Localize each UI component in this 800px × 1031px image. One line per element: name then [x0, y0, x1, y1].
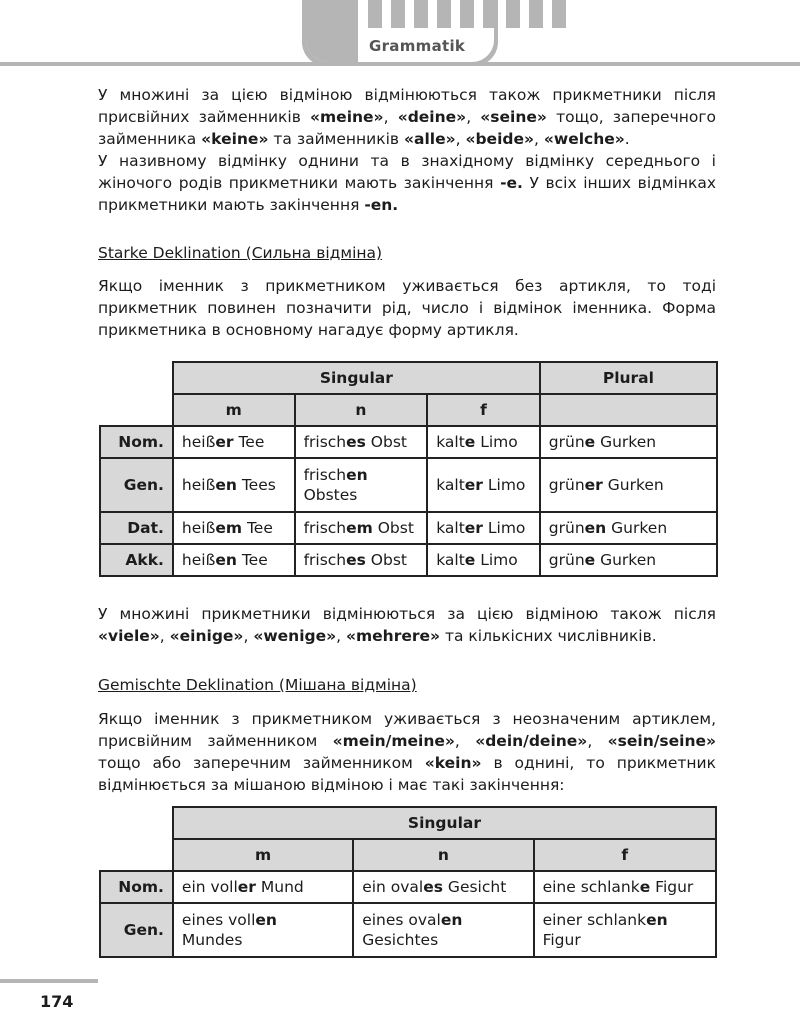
table-cell: grünen Gurken	[540, 512, 717, 544]
table-cell: heißen Tee	[173, 544, 295, 576]
header-gender-m: m	[173, 394, 295, 426]
table-cell: kalte Limo	[427, 544, 540, 576]
header-singular: Singular	[173, 362, 540, 394]
table-cell: eines vollen Mundes	[173, 903, 353, 957]
header-plural-blank	[540, 394, 717, 426]
table-row	[100, 903, 716, 957]
table-cell: ein voller Mund	[173, 871, 353, 903]
heading-mixed-declension: Gemischte Deklination (Мішана відміна)	[98, 676, 417, 694]
footer-rule	[0, 979, 98, 983]
heading-strong-declension: Starke Deklination (Сильна відміна)	[98, 244, 383, 262]
strong-declension-table	[99, 361, 718, 577]
case-label: Gen.	[100, 903, 173, 957]
header-gender-m: m	[173, 839, 353, 871]
header-plural: Plural	[540, 362, 717, 394]
table-corner	[100, 362, 173, 394]
table-cell: eine schlanke Figur	[534, 871, 716, 903]
case-label: Gen.	[100, 458, 173, 512]
case-label: Nom.	[100, 426, 173, 458]
case-label: Akk.	[100, 544, 173, 576]
mixed-declension-table	[99, 806, 717, 958]
table-cell: kalte Limo	[427, 426, 540, 458]
section-title: Grammatik	[369, 37, 466, 55]
table-row	[100, 458, 717, 512]
header-tab-block	[306, 0, 358, 62]
header-singular: Singular	[173, 807, 716, 839]
table-row	[100, 512, 717, 544]
case-label: Dat.	[100, 512, 173, 544]
table-cell: frisches Obst	[295, 426, 428, 458]
header-gender-n: n	[353, 839, 533, 871]
paragraph-possessive: У множині за цією відміною відмінюються також прикметники після присвійних займенників «meine», «deine», «seine» тощо, заперечного займенника «keine» та займенників «alle», «beide», «welche».	[98, 86, 716, 148]
table-cell: einer schlanken Figur	[534, 903, 716, 957]
table-cell: grüne Gurken	[540, 426, 717, 458]
case-label: Nom.	[100, 871, 173, 903]
header-rule	[0, 62, 800, 66]
header-gender-n: n	[295, 394, 428, 426]
table-row	[100, 544, 717, 576]
page-number: 174	[40, 992, 74, 1011]
table-corner	[100, 807, 173, 839]
paragraph-mixed-intro: Якщо іменник з прикметником уживається з неозначеним артиклем, присвійним займенником «mein/meine», «dein/deine», «sein/seine» тощо або заперечним займенником «kein» в однині, то прикметник відмінюється за мішаною відміною і має такі закінчення:	[98, 710, 717, 794]
table-cell: frischem Obst	[295, 512, 428, 544]
table-cell: frisches Obst	[295, 544, 428, 576]
table-cell: eines ovalen Gesichtes	[353, 903, 533, 957]
header-gender-f: f	[534, 839, 716, 871]
table-cell: kalter Limo	[427, 512, 540, 544]
paragraph-plural-after: У множині прикметники відмінюються за цією відміною також після «viele», «einige», «wenige», «mehrere» та кількісних числівників.	[98, 605, 716, 645]
table-cell: kalter Limo	[427, 458, 540, 512]
table-cell: heißer Tee	[173, 426, 295, 458]
table-cell: ein ovales Gesicht	[353, 871, 533, 903]
header-gender-f: f	[427, 394, 540, 426]
table-cell: grüner Gurken	[540, 458, 717, 512]
table-cell: frischen Obstes	[295, 458, 428, 512]
header-bars	[368, 0, 566, 28]
table-cell: grüne Gurken	[540, 544, 717, 576]
paragraph-strong-intro: Якщо іменник з прикметником уживається без артикля, то тоді прикметник повинен позначити рід, число і відмінок іменника. Форма прикметника в основному нагадує форму артикля.	[98, 277, 716, 339]
table-row	[100, 426, 717, 458]
table-cell: heißem Tee	[173, 512, 295, 544]
paragraph-endings: У називному відмінку однини та в знахідному відмінку середнього і жіночого родів прикметники мають закінчення -e. У всіх інших відмінках прикметники мають закінчення -en.	[98, 152, 717, 214]
table-cell: heißen Tees	[173, 458, 295, 512]
table-row	[100, 871, 716, 903]
